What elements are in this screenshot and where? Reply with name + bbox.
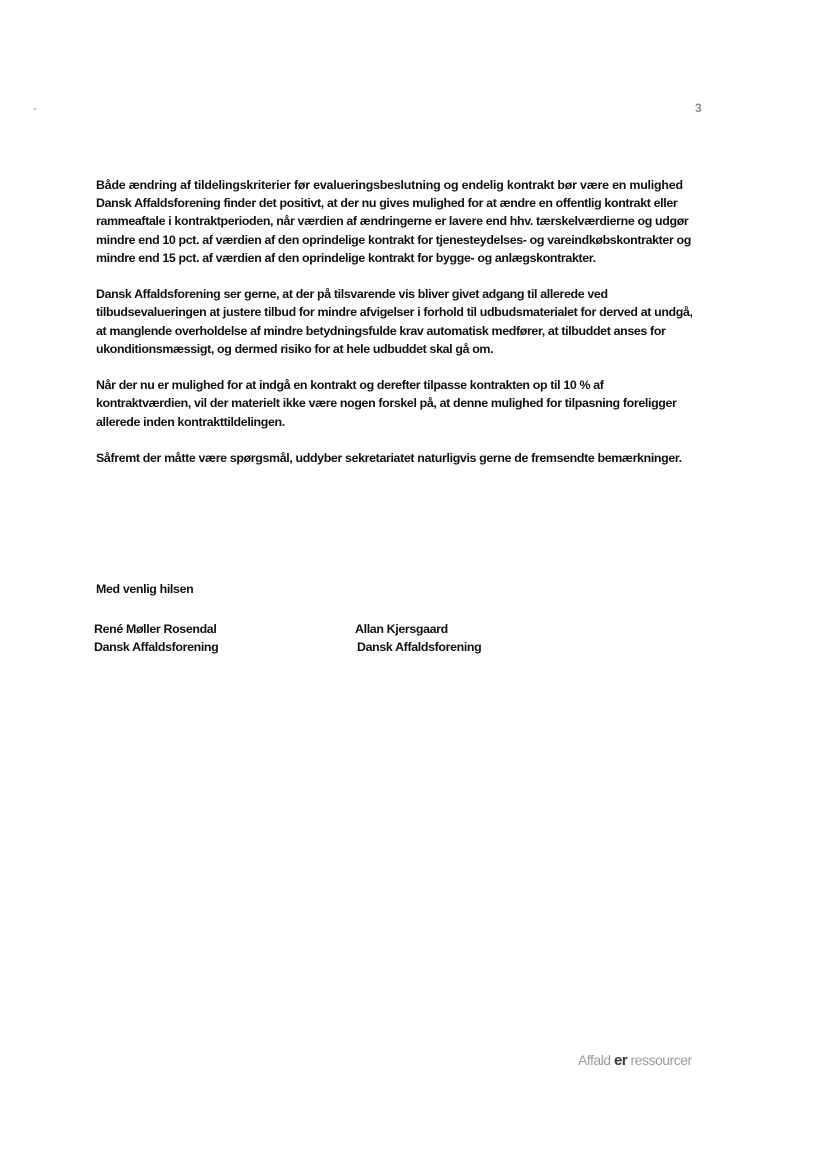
signatory-name: Allan Kjersgaard: [355, 622, 448, 636]
footer-logo-part-2: er: [613, 1052, 628, 1069]
footer-logo: [578, 1052, 692, 1069]
footer-logo-part-3: ressourcer: [627, 1052, 692, 1068]
signature-block-left: [94, 620, 218, 656]
section-heading: Både ændring af tildelingskriterier før evalueringsbeslutning og endelig kontrakt bør være en mulighed: [96, 178, 683, 192]
page-number: 3: [695, 101, 702, 115]
signatory-name: René Møller Rosendal: [94, 622, 217, 636]
paragraph-4: Såfremt der måtte være spørgsmål, uddyber sekretariatet naturligvis gerne de fremsendte bemærkninger.: [96, 451, 682, 465]
closing-salutation: Med venlig hilsen: [96, 582, 194, 596]
paragraph-3: Når der nu er mulighed for at indgå en kontrakt og derefter tilpasse kontrakten op til 10 % af kontraktværdien, vil der materielt ikke være nogen forskel på, at denne mulighed for tilpasning foreligger allerede inden kontrakttildelingen.: [96, 378, 677, 429]
letter-body: [96, 176, 700, 485]
paragraph-1: Dansk Affaldsforening finder det positivt, at der nu gives mulighed for at ændre en offentlig kontrakt eller rammeaftale i kontraktperioden, når værdien af ændringerne er lavere end hhv. tærskelværdierne og udgør mindre end 10 pct. af værdien af den oprindelige kontrakt for tjenesteydelses- og vareindkøbskontrakter og mindre end 15 pct. af værdien af den oprindelige kontrakt for bygge- og anlægskontrakter.: [96, 196, 691, 265]
signatory-organization: Dansk Affaldsforening: [357, 640, 482, 655]
signatory-organization: Dansk Affaldsforening: [94, 640, 219, 655]
scan-speck: [34, 108, 36, 110]
signature-block-right: [355, 620, 481, 656]
paragraph-2: Dansk Affaldsforening ser gerne, at der på tilsvarende vis bliver givet adgang til allerede ved tilbudsevalueringen at justere tilbud for mindre afvigelser i forhold til udbudsmaterialet for derved at undgå, at manglende overholdelse af mindre betydningsfulde krav automatisk medfører, at tilbuddet anses for ukonditionsmæssigt, og dermed risiko for at hele udbuddet skal gå om.: [96, 287, 693, 356]
footer-logo-part-1: Affald: [578, 1052, 614, 1068]
